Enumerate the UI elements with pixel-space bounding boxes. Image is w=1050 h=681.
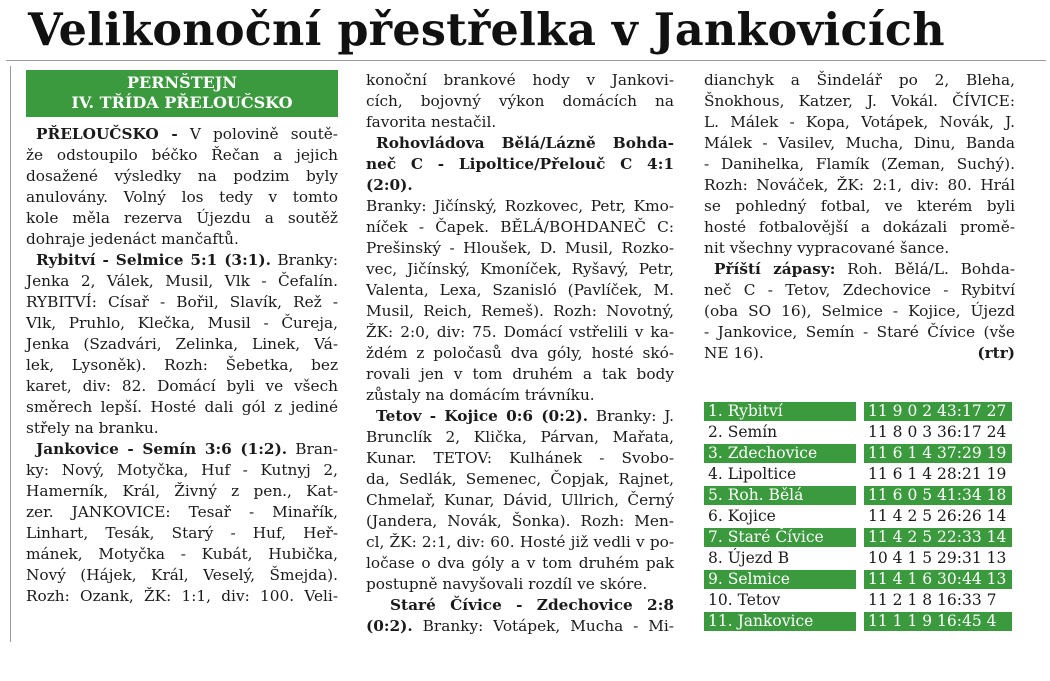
match-result: Rybitví - Selmice 5:1 (3:1).: [36, 251, 271, 269]
team-name: 11. Jankovice: [704, 612, 856, 631]
team-name: 4. Lipoltice: [708, 465, 797, 483]
team-name: 7. Staré Čívice: [704, 528, 856, 547]
table-row: [704, 465, 1012, 484]
team-stats: 11 2 1 8 16:33 7: [868, 591, 997, 609]
continuation-paragraph: konoční brankové hody v Jankovi- cích, bojovný výkon domácích na favorita nestačil.: [366, 71, 674, 131]
team-name: 2. Semín: [708, 423, 778, 441]
table-row: [704, 444, 1012, 463]
team-stats: 10 4 1 5 29:31 13: [868, 549, 1007, 567]
match-result: Rohovládova Bělá/Lázně Bohda-: [376, 134, 674, 152]
column-rule: [10, 66, 11, 642]
team-stats: 11 4 2 5 26:26 14: [868, 507, 1007, 525]
column-1: [26, 70, 338, 607]
intro-dateline: PŘELOUČSKO -: [36, 125, 178, 143]
team-stats: 11 4 2 5 22:33 14: [864, 528, 1012, 547]
match-result: (0:2).: [366, 617, 413, 635]
next-matches: Příští zápasy: Roh. Bělá/L. Bohda- neč C - Tetov, Zdechovice - Rybitví (oba SO 16), Selmice - Kojice, Újezd - Jankovice, Semín - Staré Čívice (vše NE 16). (rtr): [704, 260, 1015, 362]
team-name: 5. Roh. Bělá: [704, 486, 856, 505]
article-headline: Velikonoční přestřelka v Jankovicích: [28, 4, 945, 56]
table-row: [704, 528, 1012, 547]
author-signature: (rtr): [977, 344, 1015, 362]
team-stats: 11 9 0 2 43:17 27: [864, 402, 1012, 421]
team-stats: 11 6 1 4 28:21 19: [868, 465, 1007, 483]
team-name: 9. Selmice: [704, 570, 856, 589]
team-name: 1. Rybitví: [704, 402, 856, 421]
match-report-civice-zdechovice: Staré Čívice - Zdechovice 2:8 (0:2). Branky: Votápek, Mucha - Mi-: [366, 596, 674, 635]
header-rule: [6, 60, 1046, 61]
team-name: 10. Tetov: [708, 591, 781, 609]
match-result: Jankovice - Semín 3:6 (1:2).: [36, 440, 288, 458]
standings-body: [704, 402, 1012, 631]
continuation-paragraph: dianchyk a Šindelář po 2, Bleha, Šnokhous, Katzer, J. Vokál. ČÍVICE: L. Málek - Kopa, Votápek, Novák, J. Málek - Vasilev, Mucha, Dinu, Banda - Danihelka, Flamík (Zeman, Suchý). Rozh: Nováček, ŽK: 2:1, div: 80. Hrál se pohledný fotbal, ve kterém byli hosté fotbalovější a dokázali promě- nit všechny vypracované šance.: [704, 71, 1015, 257]
team-name: 3. Zdechovice: [704, 444, 856, 463]
match-report-rybitvi-selmice: Rybitví - Selmice 5:1 (3:1). Branky: Jenka 2, Válek, Musil, Vlk - Čefalín. RYBITVÍ: Císař - Bořil, Slavík, Rež - Vlk, Pruhlo, Klečka, Musil - Čureja, Jenka (Szadvári, Zelinka, Linek, Vá- lek, Lysoněk). Rozh: Šebetka, bez karet, div: 82. Domácí byli ve všech směrech lepší. Hosté dali gól z jediné střely na branku.: [26, 251, 338, 437]
team-name: 8. Újezd B: [708, 549, 790, 567]
match-report-tetov-kojice: Tetov - Kojice 0:6 (0:2). Branky: J. Brunclík 2, Klička, Párvan, Mařata, Kunar. TETOV: Kulhánek - Svobo- da, Sedlák, Semenec, Čopjak, Rajnet, Chmelař, Kunar, Dávid, Ullrich, Černý (Jandera, Novák, Šonka). Rozh: Men- cl, ŽK: 2:1, div: 60. Hosté již vedli v po- ločase o dva góly a v tom druhém pak postupně navyšovali rozdíl ve skóre.: [366, 407, 674, 593]
match-result: Staré Čívice - Zdechovice 2:8: [390, 596, 674, 614]
match-report-jankovice-semin: Jankovice - Semín 3:6 (1:2). Bran- ky: Nový, Motyčka, Huf - Kutnyj 2, Hamerník, Král, Živný z pen., Kat- zer. JANKOVICE: Tesař - Minařík, Linhart, Tesák, Starý - Huf, Heř- mánek, Motyčka - Kubát, Hubička, Nový (Hájek, Král, Veselý, Šmejda). Rozh: Ozank, ŽK: 1:1, div: 100. Veli-: [26, 440, 338, 605]
next-matches-label: Příští zápasy:: [714, 260, 836, 278]
table-row: [704, 402, 1012, 421]
match-result: Tetov - Kojice 0:6 (0:2).: [376, 407, 589, 425]
intro-paragraph: PŘELOUČSKO - V polovině soutě- že odstoupilo béčko Řečan a jejich dosažené výsledky na podzim byly anulovány. Volný los tedy v tomto kole měla rezerva Újezdu a soutěž dohraje jedenáct mančaftů.: [26, 125, 338, 248]
team-stats: 11 8 0 3 36:17 24: [868, 423, 1007, 441]
column-2: [366, 70, 674, 637]
team-name: 6. Kojice: [708, 507, 776, 525]
team-stats: 11 4 1 6 30:44 13: [864, 570, 1012, 589]
table-row: [704, 486, 1012, 505]
table-row: [704, 570, 1012, 589]
team-stats: 11 6 1 4 37:29 19: [864, 444, 1012, 463]
table-row: [704, 591, 1012, 610]
standings-table: [704, 400, 1012, 633]
table-row: [704, 507, 1012, 526]
team-stats: 11 6 0 5 41:34 18: [864, 486, 1012, 505]
column-3: [704, 70, 1015, 364]
section-region: PERNŠTEJN: [127, 73, 237, 92]
table-row: [704, 612, 1012, 631]
match-report-bela-lipoltice: Rohovládova Bělá/Lázně Bohda- neč C - Lipoltice/Přelouč C 4:1 (2:0). Branky: Jičínský, Rozkovec, Petr, Kmo- níček - Čapek. BĚLÁ/BOHDANEČ C: Prešinský - Hloušek, D. Musil, Rozko- vec, Jičínský, Kmoníček, Ryšavý, Petr, Valenta, Lexa, Szanisló (Pavlíček, M. Musil, Reich, Remeš). Rozh: Novotný, ŽK: 2:0, div: 75. Domácí vstřelili v ka- ždém z poločasů dva góly, hosté skó- rovali jen v tom druhém a tak body zůstaly na domácím trávníku.: [366, 134, 674, 404]
section-header: [26, 70, 338, 117]
table-row: [704, 423, 1012, 442]
match-result: neč C - Lipoltice/Přelouč C 4:1 (2:0).: [366, 155, 674, 194]
team-stats: 11 1 1 9 16:45 4: [864, 612, 1012, 631]
section-league: IV. TŘÍDA PŘELOUČSKO: [71, 93, 293, 112]
table-row: [704, 549, 1012, 568]
